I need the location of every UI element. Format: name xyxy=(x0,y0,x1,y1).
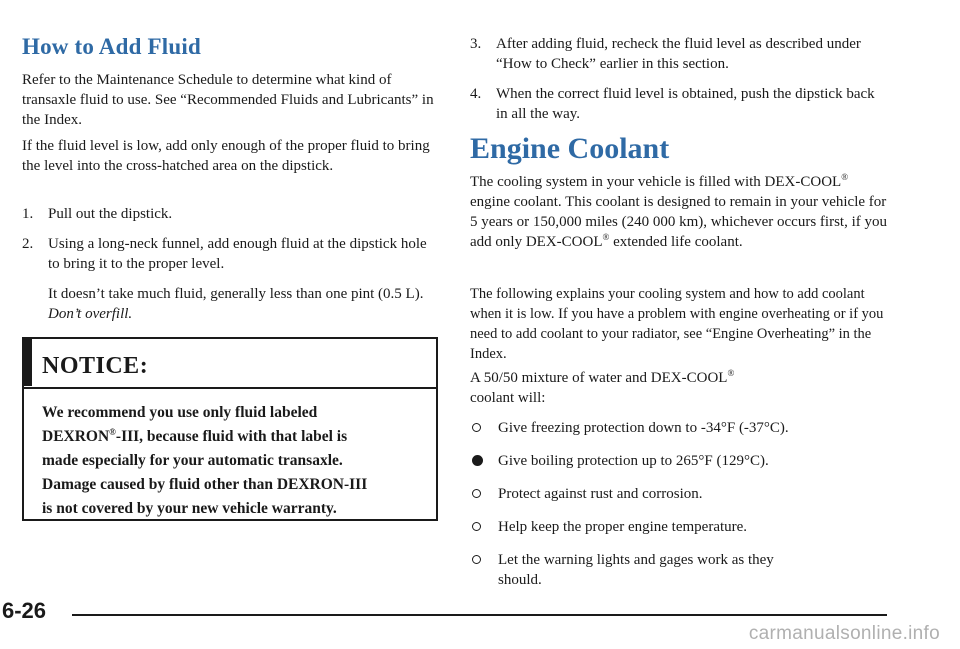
step-number: 4. xyxy=(470,86,482,102)
notice-heading: NOTICE: xyxy=(42,353,149,379)
step-text: After adding fluid, recheck the fluid level as described under “How to Check” earlier in this section. xyxy=(496,36,861,72)
list-item: Protect against rust and corrosion. xyxy=(470,484,890,504)
notice-line: made especially for your automatic transaxle. xyxy=(42,452,343,469)
step-number: 1. xyxy=(22,206,34,222)
notice-line: We recommend you use only fluid labeled xyxy=(42,404,318,421)
paragraph-maintenance-schedule: Refer to the Maintenance Schedule to determine what kind of transaxle fluid to use. See “Recommended Fluids and Lubricants” in the Index. xyxy=(22,72,434,128)
step-3 xyxy=(470,34,900,74)
list-item: Give boiling protection up to 265°F (129°C). xyxy=(470,451,890,471)
section-heading-engine-coolant: Engine Coolant xyxy=(470,132,670,165)
step-number: 2. xyxy=(22,236,34,252)
step-2-note xyxy=(48,284,428,324)
paragraph-cooling-system: The following explains your cooling system and how to add coolant when it is low. If you have a problem with engine overheating or if you need to add coolant to your radiator, see “Engine Overheating” in the Index. xyxy=(470,286,884,362)
notice-body xyxy=(42,401,432,521)
page-number: 6-26 xyxy=(2,598,47,623)
step-4 xyxy=(470,84,900,124)
paragraph-dex-cool: The cooling system in your vehicle is filled with DEX-COOL® engine coolant. This coolant is designed to remain in your vehicle for 5 years or 150,000 miles (240 000 km), whichever occurs first, if you add only DEX-COOL® extended life coolant. xyxy=(470,172,887,250)
step-text: Pull out the dipstick. xyxy=(48,206,173,222)
bullet-icon xyxy=(472,555,481,564)
bullet-icon xyxy=(472,522,481,531)
overfill-warning: Don’t overfill. xyxy=(48,306,133,322)
bullet-icon xyxy=(472,489,481,498)
step-text: When the correct fluid level is obtained, push the dipstick back in all the way. xyxy=(496,86,875,122)
notice-line: DEXRON®-III, because fluid with that label is xyxy=(42,426,348,445)
step-number: 3. xyxy=(470,36,482,52)
list-item: Let the warning lights and gages work as they should. xyxy=(470,550,818,590)
paragraph-fluid-level-low: If the fluid level is low, add only enough of the proper fluid to bring the level into the cross-hatched area on the dipstick. xyxy=(22,138,430,174)
step-2 xyxy=(22,234,442,274)
bullet-icon xyxy=(472,423,481,432)
watermark: carmanualsonline.info xyxy=(748,623,940,644)
section-heading-add-fluid: How to Add Fluid xyxy=(22,34,201,59)
footer-divider xyxy=(72,614,887,616)
note-text: It doesn’t take much fluid, generally less than one pint (0.5 L). xyxy=(48,286,424,302)
notice-box xyxy=(22,337,438,521)
notice-divider xyxy=(24,387,436,389)
step-text: Using a long-neck funnel, add enough fluid at the dipstick hole to bring it to the proper level. xyxy=(48,236,427,272)
list-item: Give freezing protection down to -34°F (-37°C). xyxy=(470,418,890,438)
list-item: Help keep the proper engine temperature. xyxy=(470,517,890,537)
coolant-benefits-list xyxy=(470,418,890,603)
bullet-icon xyxy=(472,455,483,466)
step-1 xyxy=(22,204,442,224)
paragraph-mixture: A 50/50 mixture of water and DEX-COOL® coolant will: xyxy=(470,368,735,406)
notice-line: Damage caused by fluid other than DEXRON-III xyxy=(42,476,368,493)
notice-line: is not covered by your new vehicle warranty. xyxy=(42,500,337,517)
notice-bar xyxy=(24,339,32,386)
